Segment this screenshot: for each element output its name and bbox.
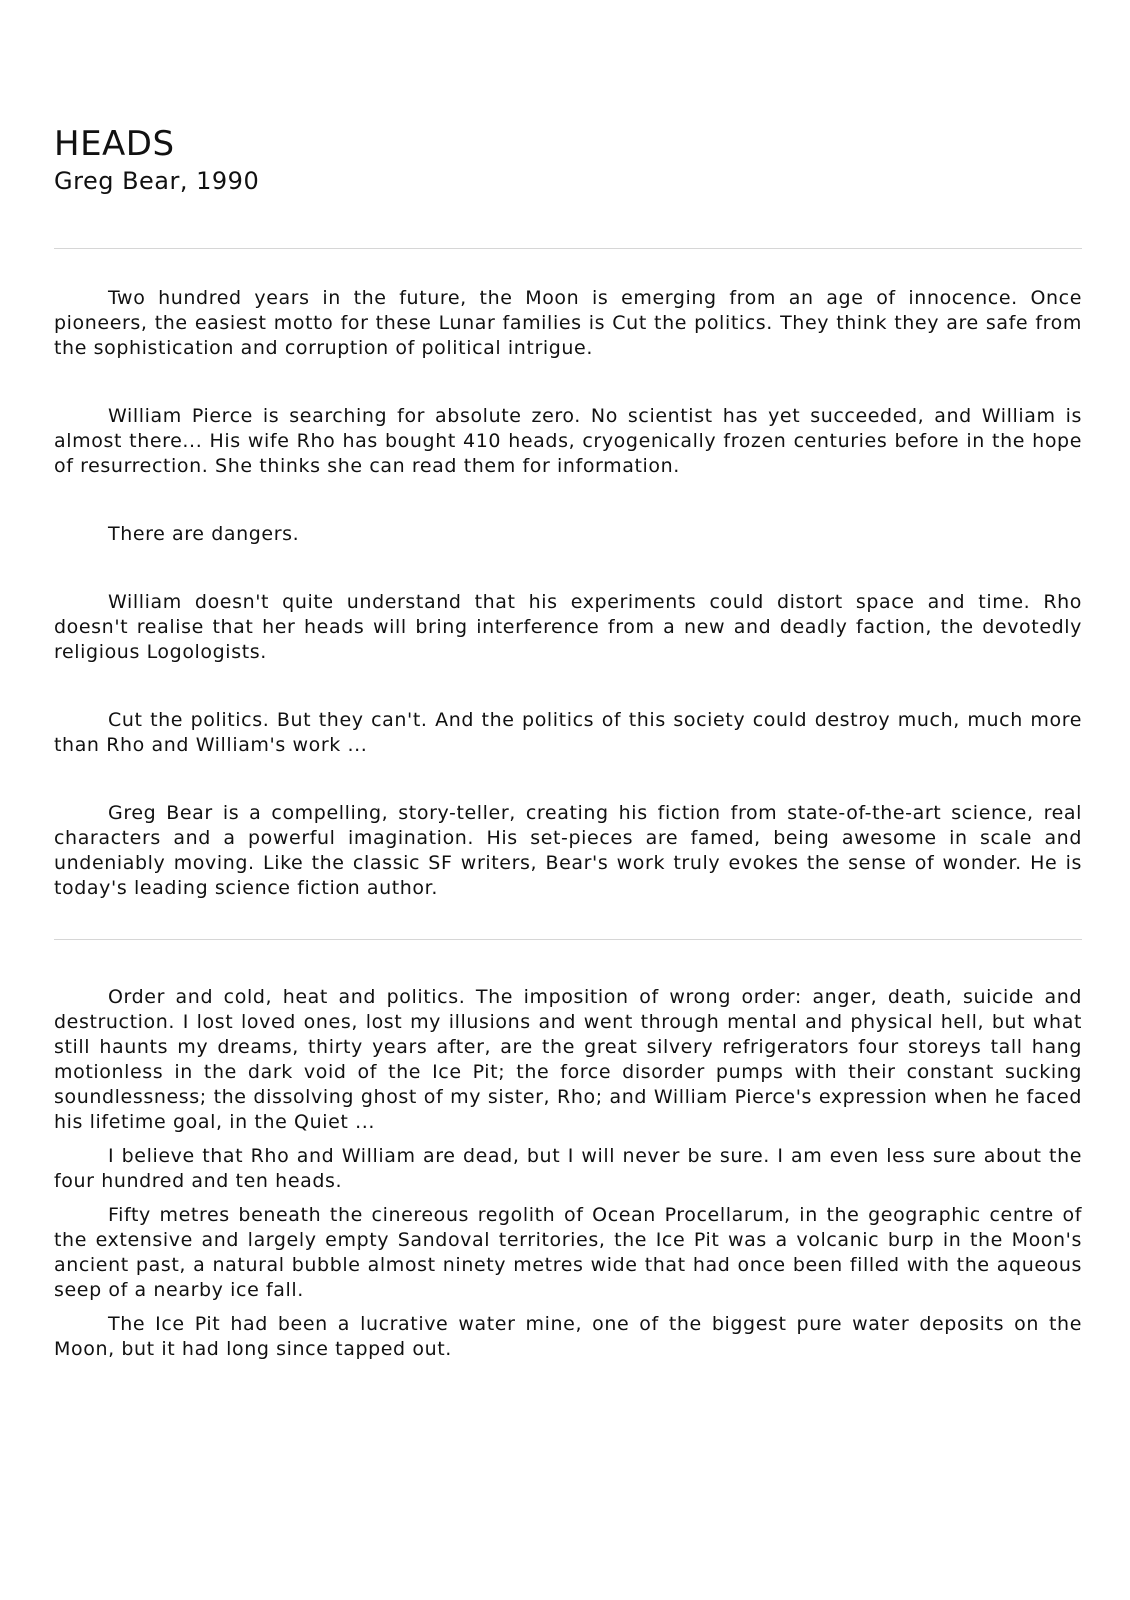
story-paragraph: I believe that Rho and William are dead, but I will never be sure. I am even less sure about the four hundred and ten heads. [54, 1145, 1082, 1192]
document-page [54, 0, 1082, 1371]
story-paragraph: The Ice Pit had been a lucrative water mine, one of the biggest pure water deposits on the Moon, but it had long since tapped out. [54, 1313, 1082, 1360]
blurb-paragraph: There are dangers. [108, 523, 300, 545]
divider-middle [54, 939, 1082, 940]
blurb-paragraph: Two hundred years in the future, the Moon is emerging from an age of innocence. Once pioneers, the easiest motto for these Lunar families is Cut the politics. They think they are safe from the sophistication and corruption of political intrigue. [54, 287, 1082, 359]
story-paragraph: Order and cold, heat and politics. The imposition of wrong order: anger, death, suicide and destruction. I lost loved ones, lost my illusions and went through mental and physical hell, but what still haunts my dreams, thirty years after, are the great silvery refrigerators four storeys tall hang motionless in the dark void of the Ice Pit; the force disorder pumps with their constant sucking soundlessness; the dissolving ghost of my sister, Rho; and William Pierce's expression when he faced his lifetime goal, in the Quiet ... [54, 986, 1082, 1133]
blurb-paragraph: William Pierce is searching for absolute zero. No scientist has yet succeeded, and William is almost there... His wife Rho has bought 410 heads, cryogenically frozen centuries before in the hope of resurrection. She thinks she can read them for information. [54, 405, 1082, 477]
story-paragraph: Fifty metres beneath the cinereous regolith of Ocean Procellarum, in the geographic centre of the extensive and largely empty Sandoval territories, the Ice Pit was a volcanic burp in the Moon's ancient past, a natural bubble almost ninety metres wide that had once been filled with the aqueous seep of a nearby ice fall. [54, 1204, 1082, 1301]
book-title: HEADS [54, 124, 175, 164]
blurb-paragraph: William doesn't quite understand that his experiments could distort space and time. Rho doesn't realise that her heads will bring interference from a new and deadly faction, the devotedly religious Logologists. [54, 591, 1082, 663]
blurb-paragraph: Cut the politics. But they can't. And the politics of this society could destroy much, much more than Rho and William's work ... [54, 709, 1082, 756]
story-section [54, 985, 1082, 1362]
blurb-section [54, 286, 1082, 901]
blurb-paragraph: Greg Bear is a compelling, story-teller, creating his fiction from state-of-the-art science, real characters and a powerful imagination. His set-pieces are famed, being awesome in scale and undeniably moving. Like the classic SF writers, Bear's work truly evokes the sense of wonder. He is today's leading science fiction author. [54, 802, 1082, 899]
divider-top [54, 248, 1082, 249]
book-byline: Greg Bear, 1990 [54, 167, 260, 195]
